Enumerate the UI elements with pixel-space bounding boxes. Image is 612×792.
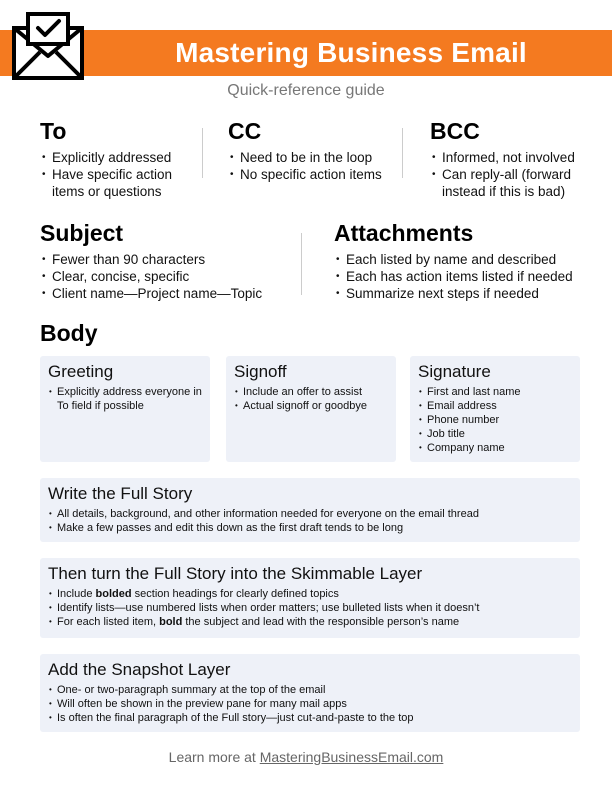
greeting-card [40,356,210,462]
attachments-list [334,251,594,302]
footer [0,749,612,765]
list-item: • Make a few passes and edit this down as the first draft tends to be long [48,521,572,535]
cc-list [228,149,398,183]
snapshot-title: Add the Snapshot Layer [48,660,231,679]
envelope-check-icon [10,10,86,82]
page-title: Mastering Business Email [175,37,527,68]
divider [402,128,403,178]
cc-section [228,117,398,183]
list-item: • Will often be shown in the preview pane for many mail apps [48,697,572,711]
bcc-heading: BCC [430,118,480,144]
footer-prefix: Learn more at [168,749,260,765]
list-item: • Actual signoff or goodbye [234,399,388,413]
full-story-card [40,478,580,542]
signature-title: Signature [418,362,491,381]
bcc-section [430,117,590,200]
bcc-list [430,149,590,200]
signoff-list [234,385,388,413]
list-item: • No specific action items [228,166,398,183]
list-item: • Summarize next steps if needed [334,285,594,302]
list-item: • Job title [418,427,572,441]
list-item: • Include an offer to assist [234,385,388,399]
signature-card [410,356,580,462]
list-item: • Explicitly addressed [40,149,190,166]
list-item: • Each listed by name and described [334,251,594,268]
subtitle: Quick-reference guide [227,82,385,99]
list-item: • Informed, not involved [430,149,590,166]
list-item: • Client name—Project name—Topic [40,285,290,302]
divider [301,233,302,295]
attachments-section [334,219,594,302]
signoff-card [226,356,396,462]
attachments-heading: Attachments [334,220,474,246]
list-item: • First and last name [418,385,572,399]
list-item: • For each listed item, bold the subject and lead with the responsible person’s name [48,615,572,629]
skimmable-list [48,587,572,629]
body-heading: Body [40,320,98,346]
list-item: • Include bolded section headings for clearly defined topics [48,587,572,601]
to-section [40,117,190,200]
list-item: • Is often the final paragraph of the Full story—just cut-and-paste to the top [48,711,572,725]
cc-heading: CC [228,118,262,144]
list-item: • Email address [418,399,572,413]
list-item: • Explicitly address everyone in To field if possible [48,385,202,413]
list-item: • Have specific action items or questions [40,166,190,200]
list-item: • Each has action items listed if needed [334,268,594,285]
subject-section [40,219,290,302]
to-heading: To [40,118,67,144]
signature-list [418,385,572,455]
list-item: • One- or two-paragraph summary at the top of the email [48,683,572,697]
snapshot-list [48,683,572,725]
list-item: • Fewer than 90 characters [40,251,290,268]
list-item: • All details, background, and other information needed for everyone on the email thread [48,507,572,521]
list-item: • Identify lists—use numbered lists when order matters; use bulleted lists when it doesn’t [48,601,572,615]
signoff-title: Signoff [234,362,287,381]
list-item: • Can reply-all (forward instead if this is bad) [430,166,590,200]
list-item: • Need to be in the loop [228,149,398,166]
list-item: • Phone number [418,413,572,427]
subject-list [40,251,290,302]
skimmable-title: Then turn the Full Story into the Skimmable Layer [48,564,423,583]
full-story-list [48,507,572,535]
full-story-title: Write the Full Story [48,484,193,503]
snapshot-card [40,654,580,732]
list-item: • Clear, concise, specific [40,268,290,285]
divider [202,128,203,178]
subject-heading: Subject [40,220,124,246]
list-item: • Company name [418,441,572,455]
to-list [40,149,190,200]
footer-link[interactable]: MasteringBusinessEmail.com [259,749,444,765]
greeting-list [48,385,202,413]
greeting-title: Greeting [48,362,114,381]
skimmable-card [40,558,580,638]
